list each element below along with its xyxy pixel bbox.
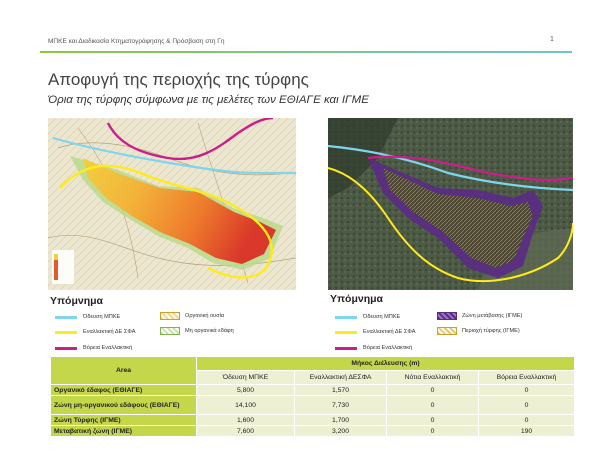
- right-legend-item-north: [335, 345, 412, 351]
- table-row: [51, 415, 575, 426]
- legend-label: Όδευση ΜΠΚΕ: [363, 314, 401, 320]
- legend-label: Εναλλακτική ΔΕ ΣΦΑ: [363, 329, 416, 335]
- line-swatch-icon: [335, 316, 357, 319]
- table-cell: 3,200: [295, 426, 387, 437]
- right-legend-item-peat: [437, 327, 520, 335]
- table-cell: 0: [479, 396, 575, 415]
- table-row: [51, 426, 575, 437]
- table-cell: 0: [479, 415, 575, 426]
- left-legend-title: Υπόμνημα: [50, 295, 104, 307]
- legend-label: Οργανική ουσία: [185, 313, 225, 319]
- table-cell: 1,570: [295, 385, 387, 396]
- right-legend-item-mpke: [335, 314, 400, 320]
- right-legend-item-transition: [437, 312, 522, 320]
- row-header: Οργανικό έδαφος (ΕΘΙΑΓΕ): [51, 385, 197, 396]
- column-header: Νότια Εναλλακτική: [387, 371, 479, 385]
- table-cell: 5,800: [197, 385, 295, 396]
- left-legend-item-desfa: [55, 329, 135, 335]
- table-cell: 14,100: [197, 396, 295, 415]
- table-cell: 0: [387, 385, 479, 396]
- left-legend-item-mpke: [55, 314, 120, 320]
- table-row: [51, 396, 575, 415]
- page-subtitle: Όρια της τύρφης σύμφωνα με τις μελέτες των ΕΘΙΑΓΕ και ΙΓΜΕ: [48, 94, 369, 106]
- header-divider: [40, 51, 572, 53]
- table-cell: 1,700: [295, 415, 387, 426]
- header-text: ΜΠΚΕ και Διαδικασία Κτηματογράφησης & Πρόσβαση στη Γη: [48, 38, 225, 45]
- left-legend-item-north: [55, 345, 132, 351]
- legend-label: Όδευση ΜΠΚΕ: [83, 314, 121, 320]
- table-cell: 1,600: [197, 415, 295, 426]
- table-cell: 0: [387, 426, 479, 437]
- map-igme: [328, 118, 573, 290]
- row-header: Μεταβατική ζώνη (ΙΓΜΕ): [51, 426, 197, 437]
- map-ethiage: [48, 118, 296, 290]
- row-header: Ζώνη Τύρφης (ΙΓΜΕ): [51, 415, 197, 426]
- column-header: Βόρεια Εναλλακτική: [479, 371, 575, 385]
- table-cell: 7,600: [197, 426, 295, 437]
- area-header: Area: [51, 357, 197, 385]
- column-header: Όδευση ΜΠΚΕ: [197, 371, 295, 385]
- group-header: Μήκος Διέλευσης (m): [197, 357, 575, 371]
- line-swatch-icon: [335, 331, 357, 334]
- hatch-swatch-icon: [160, 312, 180, 320]
- page-title: Αποφυγή της περιοχής της τύρφης: [48, 70, 309, 89]
- legend-label: Μη οργανικά εδάφη: [185, 328, 234, 334]
- hatch-swatch-icon: [160, 327, 180, 335]
- table-cell: 7,730: [295, 396, 387, 415]
- table-cell: 0: [387, 396, 479, 415]
- legend-label: Βόρεια Εναλλακτική: [363, 345, 413, 351]
- line-swatch-icon: [55, 316, 77, 319]
- table-cell: 0: [387, 415, 479, 426]
- table-cell: 190: [479, 426, 575, 437]
- row-header: Ζώνη μη-οργανικού εδάφους (ΕΘΙΑΓΕ): [51, 396, 197, 415]
- hatch-swatch-icon: [437, 327, 457, 335]
- table-row: [51, 385, 575, 396]
- column-header: Εναλλακτική ΔΕΣΦΑ: [295, 371, 387, 385]
- right-legend-item-desfa: [335, 329, 415, 335]
- page-number: 1: [550, 36, 554, 43]
- crossing-length-table: [50, 356, 575, 437]
- right-legend-title: Υπόμνημα: [330, 293, 384, 305]
- legend-label: Ζώνη μετάβασης (ΙΓΜΕ): [462, 313, 523, 319]
- line-swatch-icon: [55, 331, 77, 334]
- left-legend-item-organic: [160, 312, 224, 320]
- line-swatch-icon: [335, 347, 357, 350]
- table-cell: 0: [479, 385, 575, 396]
- left-legend-item-nonorganic: [160, 327, 234, 335]
- hatch-swatch-icon: [437, 312, 457, 320]
- legend-label: Περιοχή τύρφης (ΙΓΜΕ): [462, 328, 520, 334]
- legend-label: Βόρεια Εναλλακτική: [83, 345, 133, 351]
- line-swatch-icon: [55, 347, 77, 350]
- legend-label: Εναλλακτική ΔΕ ΣΦΑ: [83, 329, 136, 335]
